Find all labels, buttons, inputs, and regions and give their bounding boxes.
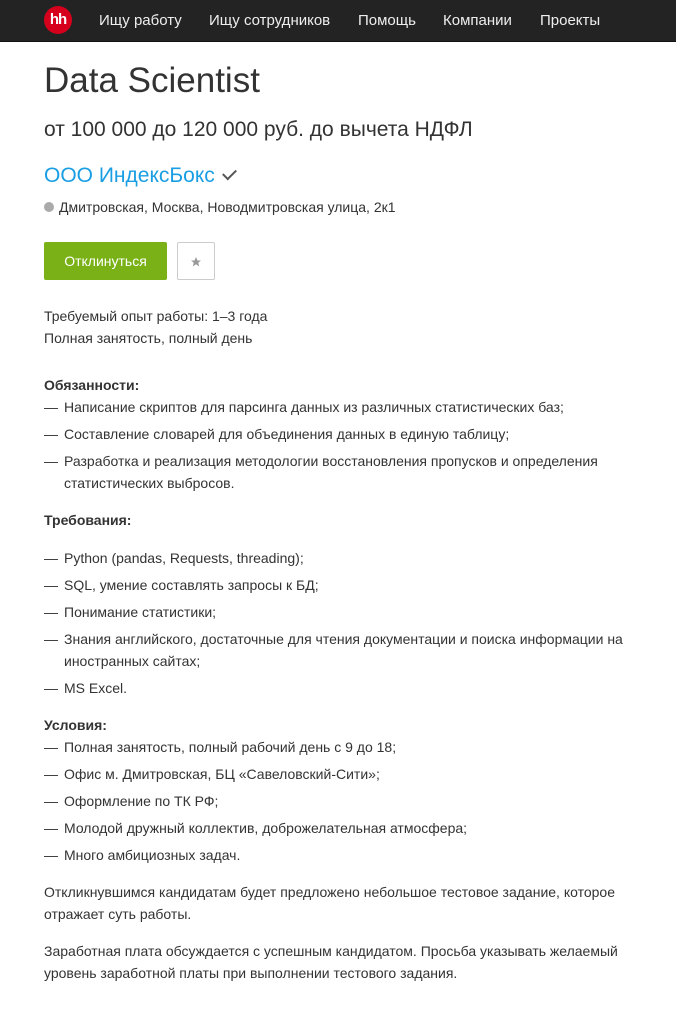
star-icon — [190, 256, 202, 268]
verified-check-icon — [222, 166, 237, 181]
conditions-list — [44, 736, 644, 866]
list-item: — Много амбициозных задач. — [44, 844, 644, 866]
list-item: — Разработка и реализация методологии восстановления пропусков и определения статистических выбросов. — [44, 450, 644, 494]
company-link[interactable] — [44, 162, 236, 190]
nav-item-find-employees[interactable]: Ищу сотрудников — [209, 12, 331, 29]
list-item: — Офис м. Дмитровская, БЦ «Савеловский-Сити»; — [44, 763, 644, 785]
vacancy-salary: от 100 000 до 120 000 руб. до вычета НДФЛ — [44, 118, 473, 141]
duties-section — [44, 374, 644, 499]
vacancy-title: Data Scientist — [44, 61, 260, 100]
list-item: — Молодой дружный коллектив, доброжелательная атмосфера; — [44, 817, 644, 839]
requirements-heading: Требования: — [44, 512, 132, 528]
list-item: — Понимание статистики; — [44, 601, 644, 623]
list-item: — Полная занятость, полный рабочий день с 9 до 18; — [44, 736, 644, 758]
favorite-button[interactable] — [177, 242, 215, 280]
list-item: — MS Excel. — [44, 677, 644, 699]
list-item: — Составление словарей для объединения данных в единую таблицу; — [44, 423, 644, 445]
hh-logo[interactable]: hh — [44, 6, 72, 34]
nav-item-find-job[interactable]: Ищу работу — [99, 12, 182, 29]
list-item: — Написание скриптов для парсинга данных из различных статистических баз; — [44, 396, 644, 418]
nav-item-companies[interactable]: Компании — [443, 12, 512, 29]
list-item: — Знания английского, достаточные для чтения документации и поиска информации на иностранных сайтах; — [44, 628, 644, 672]
salary-note: Заработная плата обсуждается с успешным кандидатом. Просьба указывать желаемый уровень заработной платы при выполнении тестового задания. — [44, 943, 618, 981]
address-text: Дмитровская, Москва, Новодмитровская улица, 2к1 — [59, 199, 396, 215]
duties-list — [44, 396, 644, 494]
list-item: — Python (pandas, Requests, threading); — [44, 547, 644, 569]
duties-heading: Обязанности: — [44, 377, 140, 393]
nav-item-projects[interactable]: Проекты — [540, 12, 601, 29]
list-item: — SQL, умение составлять запросы к БД; — [44, 574, 644, 596]
list-item: — Оформление по ТК РФ; — [44, 790, 644, 812]
company-name[interactable]: ООО ИндексБокс — [44, 164, 215, 187]
requirements-section — [44, 509, 644, 704]
experience-text: Требуемый опыт работы: 1–3 года — [44, 308, 268, 324]
vacancy-meta — [44, 305, 644, 349]
test-task-note: Откликнувшимся кандидатам будет предложено небольшое тестовое задание, которое отражает суть работы. — [44, 884, 615, 922]
metro-dot-icon — [44, 202, 54, 212]
respond-button[interactable]: Отклинуться — [44, 242, 167, 280]
top-navigation-bar — [0, 0, 676, 42]
employment-text: Полная занятость, полный день — [44, 330, 253, 346]
conditions-section — [44, 714, 644, 871]
conditions-heading: Условия: — [44, 717, 107, 733]
requirements-list — [44, 547, 644, 699]
nav-item-help[interactable]: Помощь — [358, 12, 416, 29]
vacancy-address — [44, 198, 396, 216]
